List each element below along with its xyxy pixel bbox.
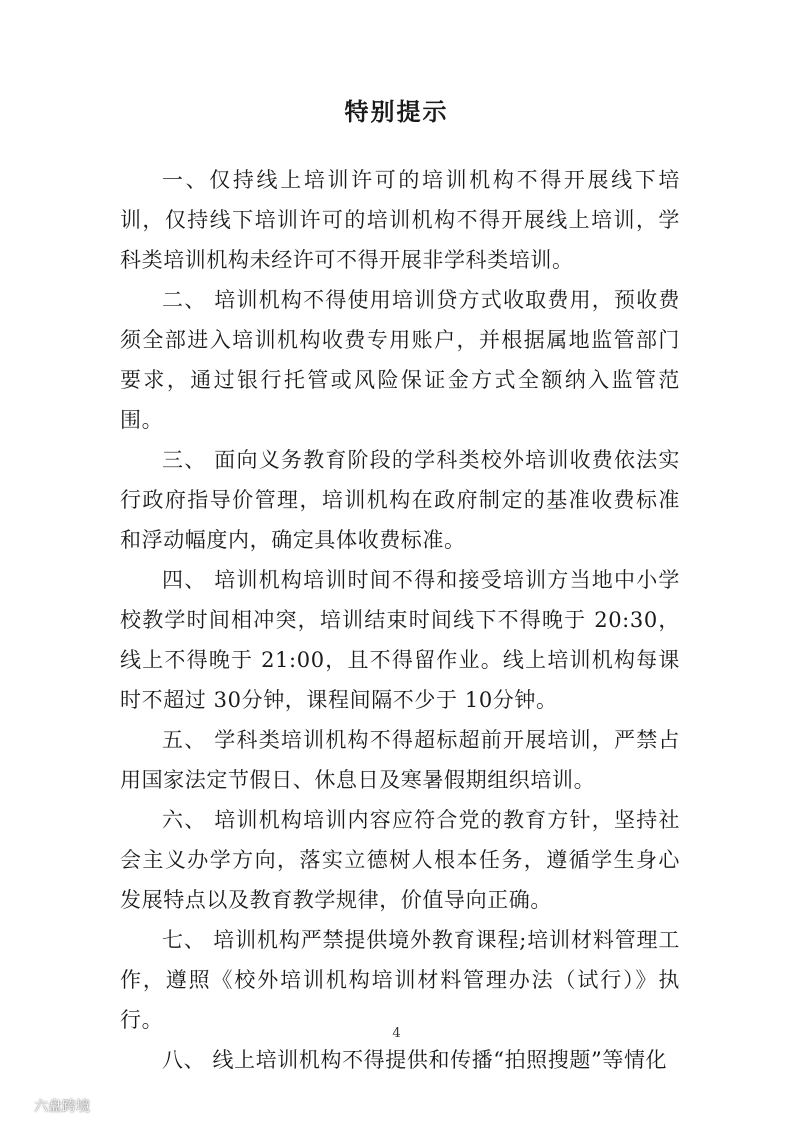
document-title: 特别提示 [344,98,449,126]
paragraph-1: 一、仅持线上培训许可的培训机构不得开展线下培训，仅持线下培训许可的培训机构不得开展线上培训，学科类培训机构未经许可不得开展非学科类培训。 [120,168,680,272]
paragraph-3: 三、 面向义务教育阶段的学科类校外培训收费依法实行政府指导价管理，培训机构在政府制定的基准收费标准和浮动幅度内，确定具体收费标准。 [120,448,680,552]
paragraph-4: 四、 培训机构培训时间不得和接受培训方当地中小学校教学时间相冲突，培训结束时间线下不得晚于 20:30，线上不得晚于 21:00，且不得留作业。线上培训机构每课时不超过 30分钟，课程间隔不少于 10分钟。 [120,568,680,712]
weibo-logo-icon [6,1098,28,1114]
watermark [6,1096,90,1116]
paragraph-7: 七、 培训机构严禁提供境外教育课程;培训材料管理工作，遵照《校外培训机构培训材料管理办法（试行）》执行。 [120,928,680,1032]
page-number: 4 [392,1026,401,1041]
watermark-text: 六盘跨境 [34,1099,90,1115]
paragraph-8: 八、 线上培训机构不得提供和传播“拍照搜题”等情化 [162,1048,668,1072]
paragraph-5: 五、 学科类培训机构不得超标超前开展培训，严禁占用国家法定节假日、休息日及寒暑假期组织培训。 [120,728,680,792]
document-body [120,160,680,1080]
paragraph-6: 六、 培训机构培训内容应符合党的教育方针，坚持社会主义办学方向，落实立德树人根本任务，遵循学生身心发展特点以及教育教学规律，价值导向正确。 [120,808,680,912]
paragraph-2: 二、 培训机构不得使用培训贷方式收取费用，预收费须全部进入培训机构收费专用账户，并根据属地监管部门要求，通过银行托管或风险保证金方式全额纳入监管范围。 [120,288,680,432]
